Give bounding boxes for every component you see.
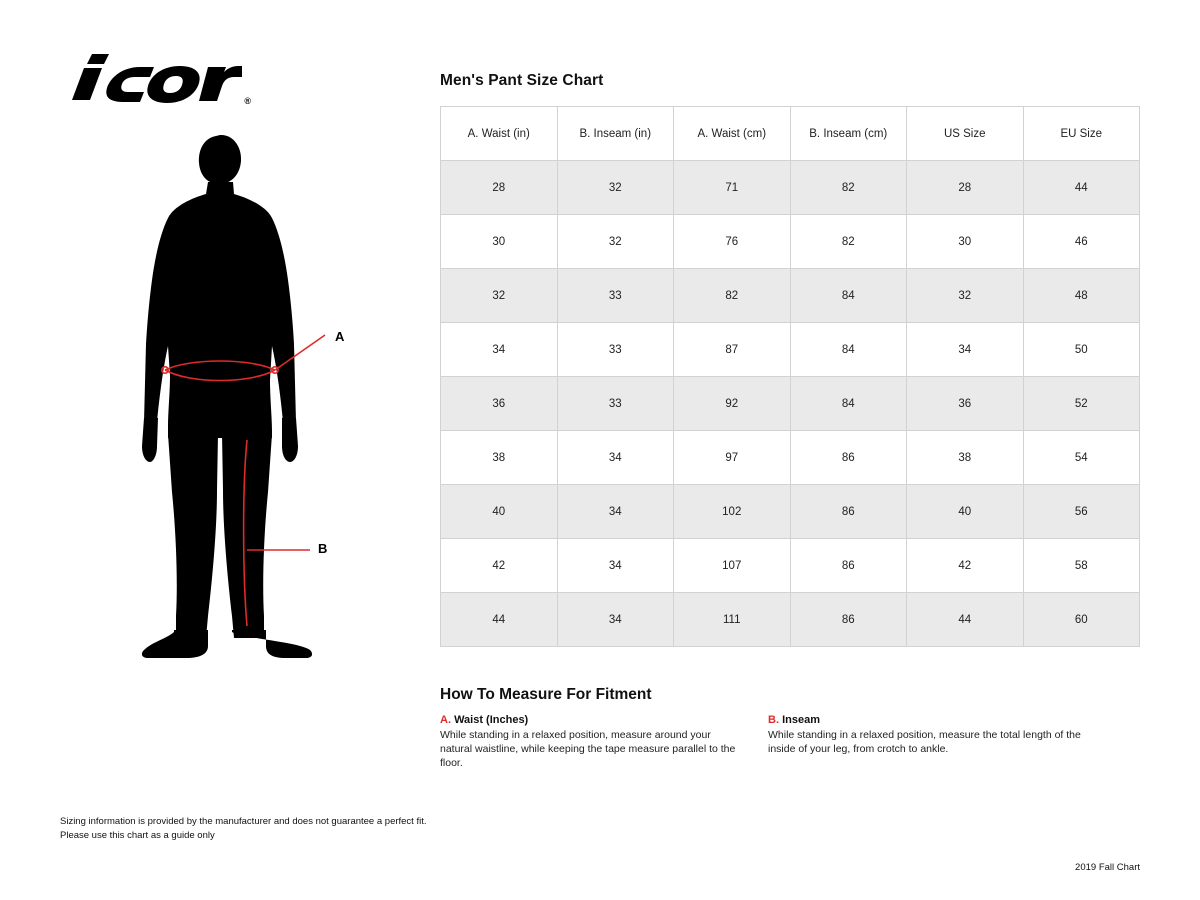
table-cell: 82 <box>790 161 907 215</box>
size-table-section <box>440 72 1140 647</box>
table-cell: 48 <box>1023 269 1140 323</box>
table-cell: 84 <box>790 377 907 431</box>
table-cell: 36 <box>907 377 1024 431</box>
table-row <box>441 269 1140 323</box>
table-cell: 42 <box>907 539 1024 593</box>
table-cell: 34 <box>557 539 674 593</box>
table-cell: 84 <box>790 323 907 377</box>
table-cell: 38 <box>907 431 1024 485</box>
column-header: US Size <box>907 107 1024 161</box>
table-cell: 87 <box>674 323 791 377</box>
table-cell: 71 <box>674 161 791 215</box>
table-row <box>441 431 1140 485</box>
table-cell: 32 <box>557 161 674 215</box>
table-row <box>441 485 1140 539</box>
how-to-measure-title: How To Measure For Fitment <box>440 686 652 703</box>
table-cell: 32 <box>557 215 674 269</box>
callout-label-b: B <box>318 541 328 556</box>
table-row <box>441 323 1140 377</box>
callout-label-a: A <box>335 329 345 344</box>
table-cell: 28 <box>907 161 1024 215</box>
table-cell: 38 <box>441 431 558 485</box>
table-cell: 58 <box>1023 539 1140 593</box>
table-cell: 34 <box>557 431 674 485</box>
table-cell: 34 <box>907 323 1024 377</box>
table-cell: 82 <box>674 269 791 323</box>
registered-mark: ® <box>244 96 251 106</box>
brand-logo <box>62 48 251 108</box>
table-row <box>441 161 1140 215</box>
table-cell: 42 <box>441 539 558 593</box>
table-cell: 54 <box>1023 431 1140 485</box>
size-table-body <box>441 161 1140 647</box>
table-cell: 33 <box>557 377 674 431</box>
table-cell: 33 <box>557 323 674 377</box>
table-cell: 56 <box>1023 485 1140 539</box>
table-cell: 28 <box>441 161 558 215</box>
table-cell: 46 <box>1023 215 1140 269</box>
column-header: A. Waist (cm) <box>674 107 791 161</box>
table-cell: 92 <box>674 377 791 431</box>
how-to-item-heading <box>440 714 740 726</box>
table-cell: 102 <box>674 485 791 539</box>
how-to-item-name: Waist (Inches) <box>454 714 529 726</box>
table-cell: 76 <box>674 215 791 269</box>
table-row <box>441 377 1140 431</box>
disclaimer <box>60 815 480 843</box>
table-cell: 97 <box>674 431 791 485</box>
how-to-item-waist <box>440 714 740 771</box>
column-header: A. Waist (in) <box>441 107 558 161</box>
table-cell: 40 <box>441 485 558 539</box>
table-cell: 34 <box>557 485 674 539</box>
table-cell: 82 <box>790 215 907 269</box>
table-cell: 86 <box>790 485 907 539</box>
measurement-figure <box>120 130 380 675</box>
how-to-item-heading <box>768 714 1098 726</box>
column-header: B. Inseam (in) <box>557 107 674 161</box>
table-cell: 60 <box>1023 593 1140 647</box>
icon-wordmark-icon <box>62 48 242 108</box>
table-cell: 86 <box>790 539 907 593</box>
table-row <box>441 215 1140 269</box>
column-header: EU Size <box>1023 107 1140 161</box>
column-header: B. Inseam (cm) <box>790 107 907 161</box>
table-cell: 86 <box>790 593 907 647</box>
disclaimer-line-1: Sizing information is provided by the manufacturer and does not guarantee a perfect fit. <box>60 816 427 827</box>
table-cell: 107 <box>674 539 791 593</box>
table-cell: 32 <box>907 269 1024 323</box>
table-cell: 44 <box>1023 161 1140 215</box>
table-header-row <box>441 107 1140 161</box>
table-cell: 32 <box>441 269 558 323</box>
page-title: Men's Pant Size Chart <box>440 72 604 89</box>
how-to-item-text: While standing in a relaxed position, measure around your natural waistline, while keeping the tape measure parallel to the floor. <box>440 729 736 770</box>
size-table-head <box>441 107 1140 161</box>
table-cell: 30 <box>441 215 558 269</box>
table-cell: 44 <box>907 593 1024 647</box>
chart-version: 2019 Fall Chart <box>1075 862 1140 873</box>
table-row <box>441 593 1140 647</box>
table-cell: 86 <box>790 431 907 485</box>
table-cell: 33 <box>557 269 674 323</box>
table-cell: 52 <box>1023 377 1140 431</box>
disclaimer-line-2: Please use this chart as a guide only <box>60 829 215 841</box>
size-table <box>440 106 1140 647</box>
how-to-measure-columns <box>440 714 1140 771</box>
how-to-measure-section <box>440 686 1140 771</box>
table-cell: 84 <box>790 269 907 323</box>
table-row <box>441 539 1140 593</box>
how-to-item-mark: B. <box>768 714 779 726</box>
male-silhouette-icon <box>120 130 380 675</box>
table-cell: 30 <box>907 215 1024 269</box>
table-cell: 34 <box>557 593 674 647</box>
table-cell: 34 <box>441 323 558 377</box>
how-to-item-name: Inseam <box>782 714 820 726</box>
table-cell: 40 <box>907 485 1024 539</box>
how-to-item-mark: A. <box>440 714 451 726</box>
table-cell: 44 <box>441 593 558 647</box>
how-to-item-inseam <box>768 714 1098 771</box>
table-cell: 111 <box>674 593 791 647</box>
table-cell: 36 <box>441 377 558 431</box>
how-to-item-text: While standing in a relaxed position, measure the total length of the inside of your leg, from crotch to ankle. <box>768 729 1081 756</box>
table-cell: 50 <box>1023 323 1140 377</box>
